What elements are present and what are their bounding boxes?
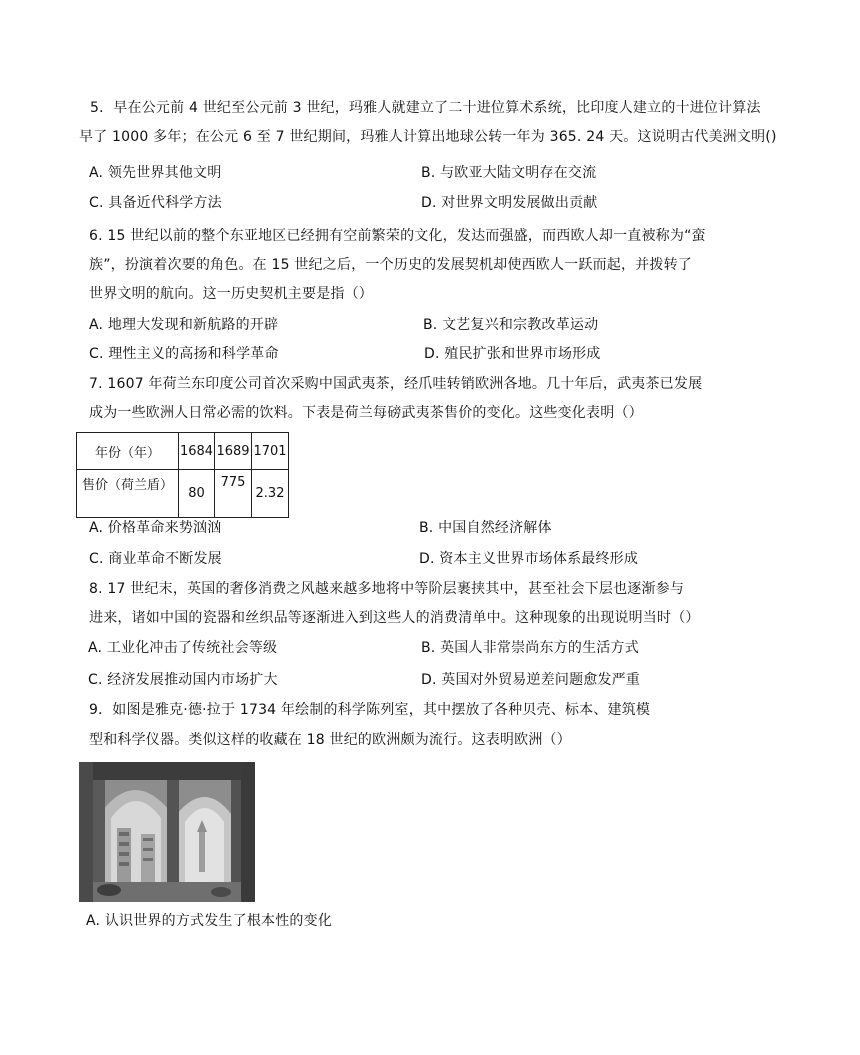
q8-option-a: A. 工业化冲击了传统社会等级 bbox=[88, 640, 278, 656]
q8-option-c: C. 经济发展推动国内市场扩大 bbox=[88, 672, 278, 688]
table-row bbox=[77, 470, 289, 518]
q5-option-c: C. 具备近代科学方法 bbox=[89, 195, 222, 211]
q7-option-d: D. 资本主义世界市场体系最终形成 bbox=[419, 551, 639, 567]
table-header-price: 售价（荷兰盾） bbox=[77, 470, 179, 518]
q6-stem-line3: 世界文明的航向。这一历史契机主要是指（） bbox=[89, 286, 373, 302]
q7-stem-line2: 成为一些欧洲人日常必需的饮料。下表是荷兰每磅武夷茶售价的变化。这些变化表明（） bbox=[89, 405, 643, 421]
q8-stem-line2: 进来，诸如中国的瓷器和丝织品等逐渐进入到这些人的消费清单中。这种现象的出现说明当时（） bbox=[89, 610, 700, 626]
q9-stem-line2: 型和科学仪器。类似这样的收藏在 18 世纪的欧洲颇为流行。这表明欧洲（） bbox=[89, 732, 571, 748]
q6-option-b: B. 文艺复兴和宗教改革运动 bbox=[423, 317, 599, 333]
table-cell-year-1684: 1684 bbox=[179, 433, 215, 470]
q8-stem-line1: 8. 17 世纪末，英国的奢侈消费之风越来越多地将中等阶层裹挟其中，甚至社会下层也逐渐参与 bbox=[89, 581, 685, 597]
q7-option-c: C. 商业革命不断发展 bbox=[89, 551, 222, 567]
q6-option-c: C. 理性主义的高扬和科学革命 bbox=[89, 346, 279, 362]
q6-option-d: D. 殖民扩张和世界市场形成 bbox=[424, 346, 601, 362]
tea-price-table bbox=[76, 432, 289, 518]
table-header-year: 年份（年） bbox=[77, 433, 179, 470]
table-cell-year-1701: 1701 bbox=[252, 433, 289, 470]
q5-stem-line1: 5．早在公元前 4 世纪至公元前 3 世纪，玛雅人就建立了二十进位算术系统，比印度人建立的十进位计算法 bbox=[90, 100, 761, 116]
q5-option-b: B. 与欧亚大陆文明存在交流 bbox=[421, 165, 597, 181]
table-cell-price-1684: 80 bbox=[179, 470, 215, 518]
q6-option-a: A. 地理大发现和新航路的开辟 bbox=[89, 317, 279, 333]
cabinet-painting-image bbox=[79, 762, 255, 902]
table-cell-price-1689: 775 bbox=[215, 470, 252, 518]
q8-option-d: D. 英国对外贸易逆差问题愈发严重 bbox=[421, 672, 641, 688]
q8-option-b: B. 英国人非常崇尚东方的生活方式 bbox=[421, 640, 639, 656]
q6-stem-line2: 族”，扮演着次要的角色。在 15 世纪之后，一个历史的发展契机却使西欧人一跃而起，并拨转了 bbox=[89, 257, 692, 273]
table-cell-price-1701: 2.32 bbox=[252, 470, 289, 518]
q7-stem-line1: 7. 1607 年荷兰东印度公司首次采购中国武夷茶，经爪哇转销欧洲各地。几十年后，武夷茶已发展 bbox=[89, 376, 703, 392]
table-row bbox=[77, 433, 289, 470]
q6-stem-line1: 6. 15 世纪以前的整个东亚地区已经拥有空前繁荣的文化，发达而强盛，而西欧人却一直被称为“蛮 bbox=[89, 228, 706, 244]
q5-stem-line2: 早了 1000 多年；在公元 6 至 7 世纪期间，玛雅人计算出地球公转一年为 365. 24 天。这说明古代美洲文明() bbox=[79, 129, 777, 145]
cabinet-painting-illustration bbox=[79, 762, 255, 902]
q5-option-a: A. 领先世界其他文明 bbox=[89, 165, 222, 181]
q7-option-a: A. 价格革命来势汹汹 bbox=[89, 520, 222, 536]
q5-option-d: D. 对世界文明发展做出贡献 bbox=[421, 195, 598, 211]
q9-option-a: A. 认识世界的方式发生了根本性的变化 bbox=[86, 913, 333, 929]
q9-stem-line1: 9．如图是雅克·德·拉于 1734 年绘制的科学陈列室，其中摆放了各种贝壳、标本、建筑模 bbox=[89, 702, 651, 718]
q7-option-b: B. 中国自然经济解体 bbox=[419, 520, 552, 536]
table-cell-year-1689: 1689 bbox=[215, 433, 252, 470]
